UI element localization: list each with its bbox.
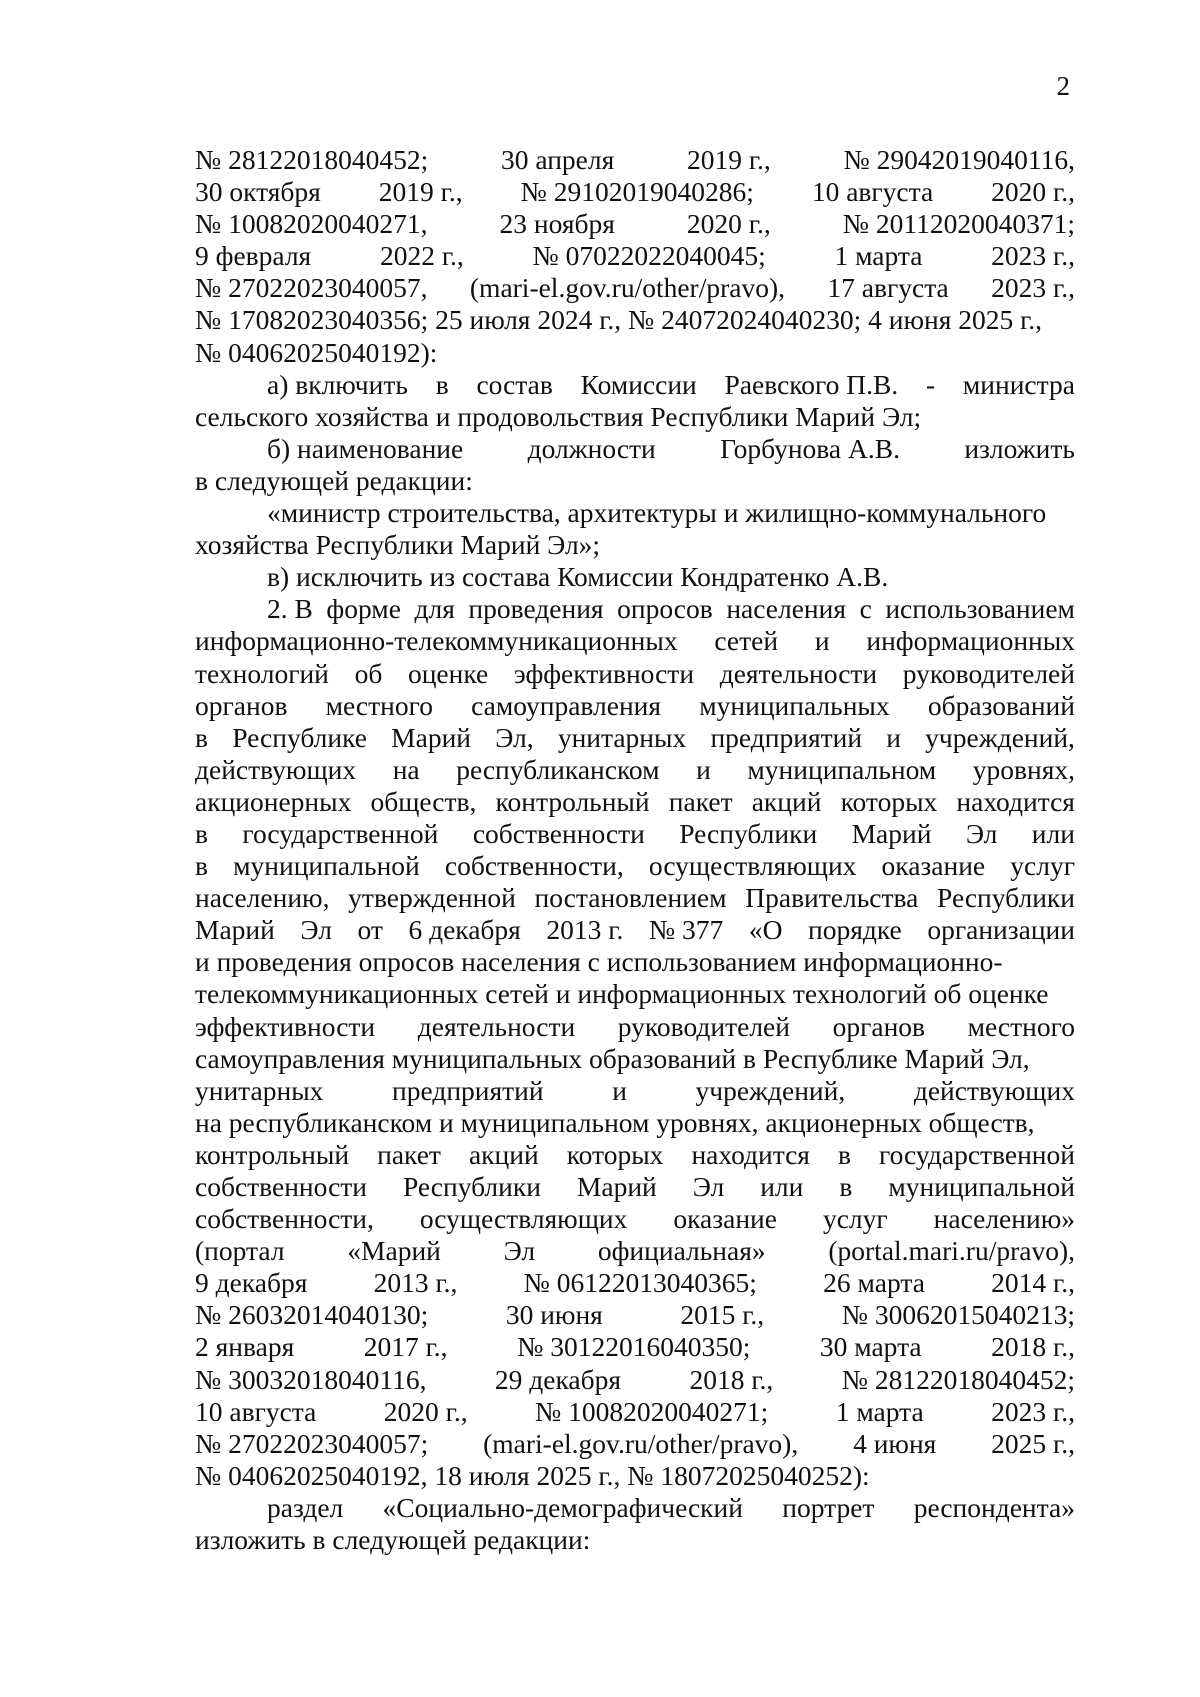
text-segment: муниципальной xyxy=(233,850,420,882)
text-line xyxy=(195,1235,1075,1267)
text-segment: муниципальных xyxy=(699,689,890,721)
text-segment: образований xyxy=(927,689,1075,721)
text-segment: изложить в следующей редакции: xyxy=(195,1524,591,1556)
text-segment: в xyxy=(195,817,208,849)
text-segment: 23 ноября xyxy=(499,208,615,240)
text-segment: хозяйства Республики Марий Эл»; xyxy=(195,529,601,561)
text-line xyxy=(195,786,1075,818)
text-segment: акций xyxy=(751,785,822,817)
text-segment: 2023 г., xyxy=(991,272,1075,304)
text-segment: населению» xyxy=(933,1203,1075,1235)
text-segment: Республики xyxy=(402,1171,541,1202)
text-segment: находится xyxy=(691,1138,810,1170)
text-segment: акций xyxy=(468,1138,539,1170)
text-line xyxy=(195,722,1075,754)
text-segment: № 10082020040271, xyxy=(195,208,428,240)
text-segment: органов xyxy=(832,1010,926,1042)
text-segment: населения xyxy=(726,593,846,625)
text-segment: раздел xyxy=(267,1491,344,1523)
text-segment: № 04062025040192): xyxy=(195,336,438,368)
text-segment: или xyxy=(1031,817,1075,849)
text-segment: осуществляющих xyxy=(648,850,857,882)
text-segment: 2023 г., xyxy=(991,240,1075,272)
text-segment: эффективности xyxy=(513,657,695,689)
text-segment: которых xyxy=(840,785,938,817)
text-segment: № 28122018040452; xyxy=(841,1363,1075,1395)
text-segment: «Социально-демографический xyxy=(382,1491,743,1523)
text-line xyxy=(195,1043,1075,1075)
text-line xyxy=(195,882,1075,914)
text-segment: изложить xyxy=(964,432,1075,464)
document-body xyxy=(195,144,1075,1556)
text-segment: № 26032014040130; xyxy=(195,1299,429,1331)
text-segment: муниципальном xyxy=(747,753,937,785)
text-segment: оказание xyxy=(673,1203,777,1235)
text-segment: 10 августа xyxy=(195,1395,317,1427)
text-segment: услуг xyxy=(822,1203,888,1235)
text-segment: опросов xyxy=(617,593,713,625)
text-line xyxy=(195,978,1075,1010)
text-line xyxy=(195,144,1075,176)
text-segment: министра xyxy=(962,368,1075,400)
text-segment: или xyxy=(760,1171,804,1202)
text-line xyxy=(195,1396,1075,1428)
text-segment: пакет xyxy=(668,785,733,817)
text-segment: (mari-el.gov.ru/other/pravo), xyxy=(483,1427,799,1459)
text-segment: официальная» xyxy=(597,1235,766,1267)
text-line xyxy=(195,593,1075,625)
text-line xyxy=(195,465,1075,497)
text-line xyxy=(195,208,1075,240)
text-segment: № 30122016040350; xyxy=(517,1331,751,1363)
text-segment: услуг xyxy=(1010,850,1075,882)
text-segment: 30 марта xyxy=(819,1331,922,1363)
text-segment: в следующей редакции: xyxy=(195,464,473,496)
text-segment: 2019 г., xyxy=(378,176,463,208)
text-segment: собственности, xyxy=(444,850,624,882)
text-segment: в xyxy=(837,1138,851,1170)
text-segment: «Марий xyxy=(347,1235,441,1267)
text-segment: 10 августа xyxy=(811,176,934,208)
text-segment: № 377 xyxy=(648,914,724,946)
text-segment: Марий xyxy=(576,1171,657,1202)
text-segment: организации xyxy=(927,914,1075,946)
text-segment: 2018 г., xyxy=(689,1363,774,1395)
text-segment: № 07022022040045; xyxy=(532,240,766,272)
text-segment: 30 июня xyxy=(505,1299,603,1331)
text-line xyxy=(195,818,1075,850)
text-line xyxy=(195,658,1075,690)
text-segment: Комиссии xyxy=(580,368,697,400)
text-segment: руководителей xyxy=(902,657,1075,689)
text-segment: собственности, xyxy=(195,1203,374,1235)
text-segment: 2014 г., xyxy=(991,1267,1075,1299)
text-segment: Республики xyxy=(937,882,1075,914)
text-segment: 2025 г., xyxy=(991,1427,1075,1459)
text-segment: информационных xyxy=(866,625,1075,657)
text-segment: а) включить xyxy=(267,368,408,400)
text-segment: № 30062015040213; xyxy=(841,1299,1075,1331)
text-segment: эффективности xyxy=(195,1010,376,1042)
text-segment: республиканском xyxy=(456,753,660,785)
text-line xyxy=(195,1299,1075,1331)
text-segment: 26 марта xyxy=(823,1267,925,1299)
text-segment: на xyxy=(392,753,420,785)
text-segment: и xyxy=(814,625,830,657)
text-segment: в xyxy=(435,368,449,400)
text-line xyxy=(195,176,1075,208)
text-segment: в) исключить из состава Комиссии Кондратенко А.В. xyxy=(267,561,889,593)
text-segment: в xyxy=(195,721,208,753)
text-segment: (portal.mari.ru/pravo), xyxy=(828,1235,1075,1267)
text-line xyxy=(195,1203,1075,1235)
text-segment: 2020 г., xyxy=(686,208,771,240)
text-segment: 2022 г., xyxy=(379,240,464,272)
text-line xyxy=(195,1139,1075,1171)
text-segment: 2017 г., xyxy=(363,1331,448,1363)
text-segment: 2013 г., xyxy=(373,1267,458,1299)
text-line xyxy=(195,754,1075,786)
text-segment: № 17082023040356; 25 июля 2024 г., № 24072024040230; 4 июня 2025 г., xyxy=(195,304,1043,336)
text-segment: телекоммуникационных сетей и информационных технологий об оценке xyxy=(195,978,1049,1010)
text-line xyxy=(195,529,1075,561)
text-line xyxy=(195,1331,1075,1363)
text-segment: Эл xyxy=(965,817,998,849)
text-segment: муниципальной xyxy=(888,1171,1075,1202)
text-segment: и проведения опросов населения с использованием информационно- xyxy=(195,946,1003,978)
text-segment: деятельности xyxy=(719,657,878,689)
text-segment: утвержденной xyxy=(348,882,516,914)
text-segment: 30 октября xyxy=(195,176,321,208)
text-segment: 17 августа xyxy=(827,272,949,304)
text-segment: находится xyxy=(956,785,1075,817)
text-segment: форме xyxy=(326,593,401,625)
text-segment: государственной xyxy=(242,817,439,849)
text-segment: № 29102019040286; xyxy=(520,176,754,208)
text-segment: № 28122018040452; xyxy=(195,144,429,175)
text-segment: 1 марта xyxy=(835,1395,924,1427)
text-line xyxy=(195,401,1075,433)
text-segment: Марий xyxy=(851,817,932,849)
text-segment: 29 декабря xyxy=(494,1363,622,1395)
text-segment: учреждений, xyxy=(695,1074,846,1106)
text-segment: контрольный xyxy=(195,1138,350,1170)
text-segment: унитарных xyxy=(195,1074,324,1106)
text-segment: «министр строительства, архитектуры и жилищно-коммунального xyxy=(267,497,1047,529)
text-line xyxy=(195,561,1075,593)
text-line xyxy=(195,625,1075,657)
text-segment: 9 февраля xyxy=(195,240,312,272)
text-segment: предприятий xyxy=(392,1074,544,1106)
text-segment: 2023 г., xyxy=(991,1395,1075,1427)
text-segment: Эл xyxy=(300,914,332,946)
text-segment: технологий xyxy=(195,657,329,689)
text-segment: 2. В xyxy=(267,593,313,625)
text-segment: б) наименование xyxy=(267,432,464,464)
text-segment: 2018 г., xyxy=(991,1331,1075,1363)
text-segment: учреждений, xyxy=(925,721,1075,753)
text-segment: использованием xyxy=(885,593,1075,625)
text-segment: 2 января xyxy=(195,1331,295,1363)
text-line xyxy=(195,1460,1075,1492)
text-segment: уровнях, xyxy=(972,753,1075,785)
text-segment: государственной xyxy=(878,1138,1075,1170)
text-segment: № 29042019040116, xyxy=(843,144,1075,175)
text-segment: 9 декабря xyxy=(195,1267,308,1299)
text-segment: 2013 г. xyxy=(546,914,624,946)
text-line xyxy=(195,1524,1075,1556)
text-segment: населению, xyxy=(195,882,330,914)
text-segment: самоуправления xyxy=(471,689,662,721)
text-line xyxy=(195,1107,1075,1139)
text-segment: информационно-телекоммуникационных xyxy=(195,625,678,657)
text-line xyxy=(195,690,1075,722)
text-line xyxy=(195,850,1075,882)
text-segment: состав xyxy=(476,368,553,400)
text-segment: действующих xyxy=(913,1074,1075,1106)
text-segment: которых xyxy=(566,1138,664,1170)
text-segment: в xyxy=(195,850,208,882)
text-segment: с xyxy=(859,593,872,625)
text-segment: 2020 г., xyxy=(383,1395,468,1427)
text-segment: самоуправления муниципальных образований в Республике Марий Эл, xyxy=(195,1042,1030,1074)
text-segment: оказание xyxy=(881,850,986,882)
text-line xyxy=(195,369,1075,401)
text-segment: Республике xyxy=(232,721,367,753)
text-segment: должности xyxy=(527,432,656,464)
text-segment: сетей xyxy=(714,625,779,657)
text-segment: Правительства xyxy=(745,882,919,914)
text-segment: 4 июня xyxy=(853,1427,937,1459)
text-line xyxy=(195,240,1075,272)
text-segment: контрольный xyxy=(495,785,650,817)
text-segment: и xyxy=(886,721,901,753)
text-segment: - xyxy=(925,368,936,400)
text-segment: органов xyxy=(195,689,288,721)
text-segment: № 30032018040116, xyxy=(195,1363,427,1395)
text-segment: 2020 г., xyxy=(991,176,1075,208)
text-segment: 2015 г., xyxy=(680,1299,765,1331)
text-segment: для xyxy=(414,593,455,625)
text-segment: порядке xyxy=(808,914,902,946)
text-segment: Эл, xyxy=(495,721,534,753)
text-segment: оценке xyxy=(407,657,489,689)
text-segment: собственности xyxy=(195,1171,368,1202)
text-segment: проведения xyxy=(468,593,604,625)
text-segment: на республиканском и муниципальном уровнях, акционерных обществ, xyxy=(195,1106,1035,1138)
text-segment: руководителей xyxy=(617,1010,790,1042)
text-segment: и xyxy=(696,753,711,785)
text-segment: предприятий xyxy=(710,721,863,753)
text-segment: Раевского П.В. xyxy=(724,368,899,400)
text-segment: местного xyxy=(325,689,433,721)
text-line xyxy=(195,337,1075,369)
text-segment: № 04062025040192, 18 июля 2025 г., № 18072025040252): xyxy=(195,1459,870,1491)
text-segment: обществ, xyxy=(370,785,477,817)
text-line xyxy=(195,433,1075,465)
text-segment: № 27022023040057; xyxy=(195,1427,429,1459)
text-segment: Марий xyxy=(195,914,275,946)
text-segment: собственности xyxy=(472,817,645,849)
text-segment: действующих xyxy=(195,753,357,785)
text-segment: 6 декабря xyxy=(408,914,521,946)
text-segment: 2019 г., xyxy=(686,144,771,175)
text-segment: акционерных xyxy=(195,785,352,817)
text-segment: Марий xyxy=(391,721,472,753)
text-line xyxy=(195,304,1075,336)
text-line xyxy=(195,1075,1075,1107)
text-line xyxy=(195,1428,1075,1460)
text-line xyxy=(195,1171,1075,1203)
text-segment: 1 марта xyxy=(834,240,923,272)
text-segment: № 10082020040271; xyxy=(535,1395,769,1427)
text-segment: (портал xyxy=(195,1235,285,1267)
text-segment: респондента» xyxy=(913,1491,1075,1523)
text-segment: местного xyxy=(967,1010,1075,1042)
text-line xyxy=(195,1492,1075,1524)
text-segment: Эл xyxy=(692,1171,725,1202)
text-line xyxy=(195,914,1075,946)
text-segment: 30 апреля xyxy=(500,144,615,175)
text-segment: № 20112020040371; xyxy=(842,208,1075,240)
text-line xyxy=(195,1267,1075,1299)
text-segment: об xyxy=(354,657,383,689)
text-segment: № 27022023040057, xyxy=(195,272,428,304)
text-line xyxy=(195,1011,1075,1043)
text-segment: унитарных xyxy=(557,721,687,753)
text-segment: и xyxy=(612,1074,627,1106)
text-segment: от xyxy=(357,914,383,946)
text-segment: Республики xyxy=(679,817,818,849)
text-segment: портрет xyxy=(782,1491,875,1523)
text-line xyxy=(195,272,1075,304)
text-segment: пакет xyxy=(377,1138,441,1170)
text-segment: Горбунова А.В. xyxy=(720,432,900,464)
text-segment: сельского хозяйства и продовольствия Республики Марий Эл; xyxy=(195,400,922,432)
text-segment: деятельности xyxy=(417,1010,576,1042)
text-line xyxy=(195,946,1075,978)
text-line xyxy=(195,497,1075,529)
text-segment: (mari-el.gov.ru/other/pravo), xyxy=(469,272,785,304)
page-number: 2 xyxy=(1056,71,1070,101)
text-segment: Эл xyxy=(503,1235,536,1267)
text-line xyxy=(195,1364,1075,1396)
text-segment: № 06122013040365; xyxy=(523,1267,757,1299)
text-segment: «О xyxy=(748,914,783,946)
text-segment: осуществляющих xyxy=(419,1203,628,1235)
text-segment: постановлением xyxy=(534,882,727,914)
text-segment: в xyxy=(839,1171,853,1202)
